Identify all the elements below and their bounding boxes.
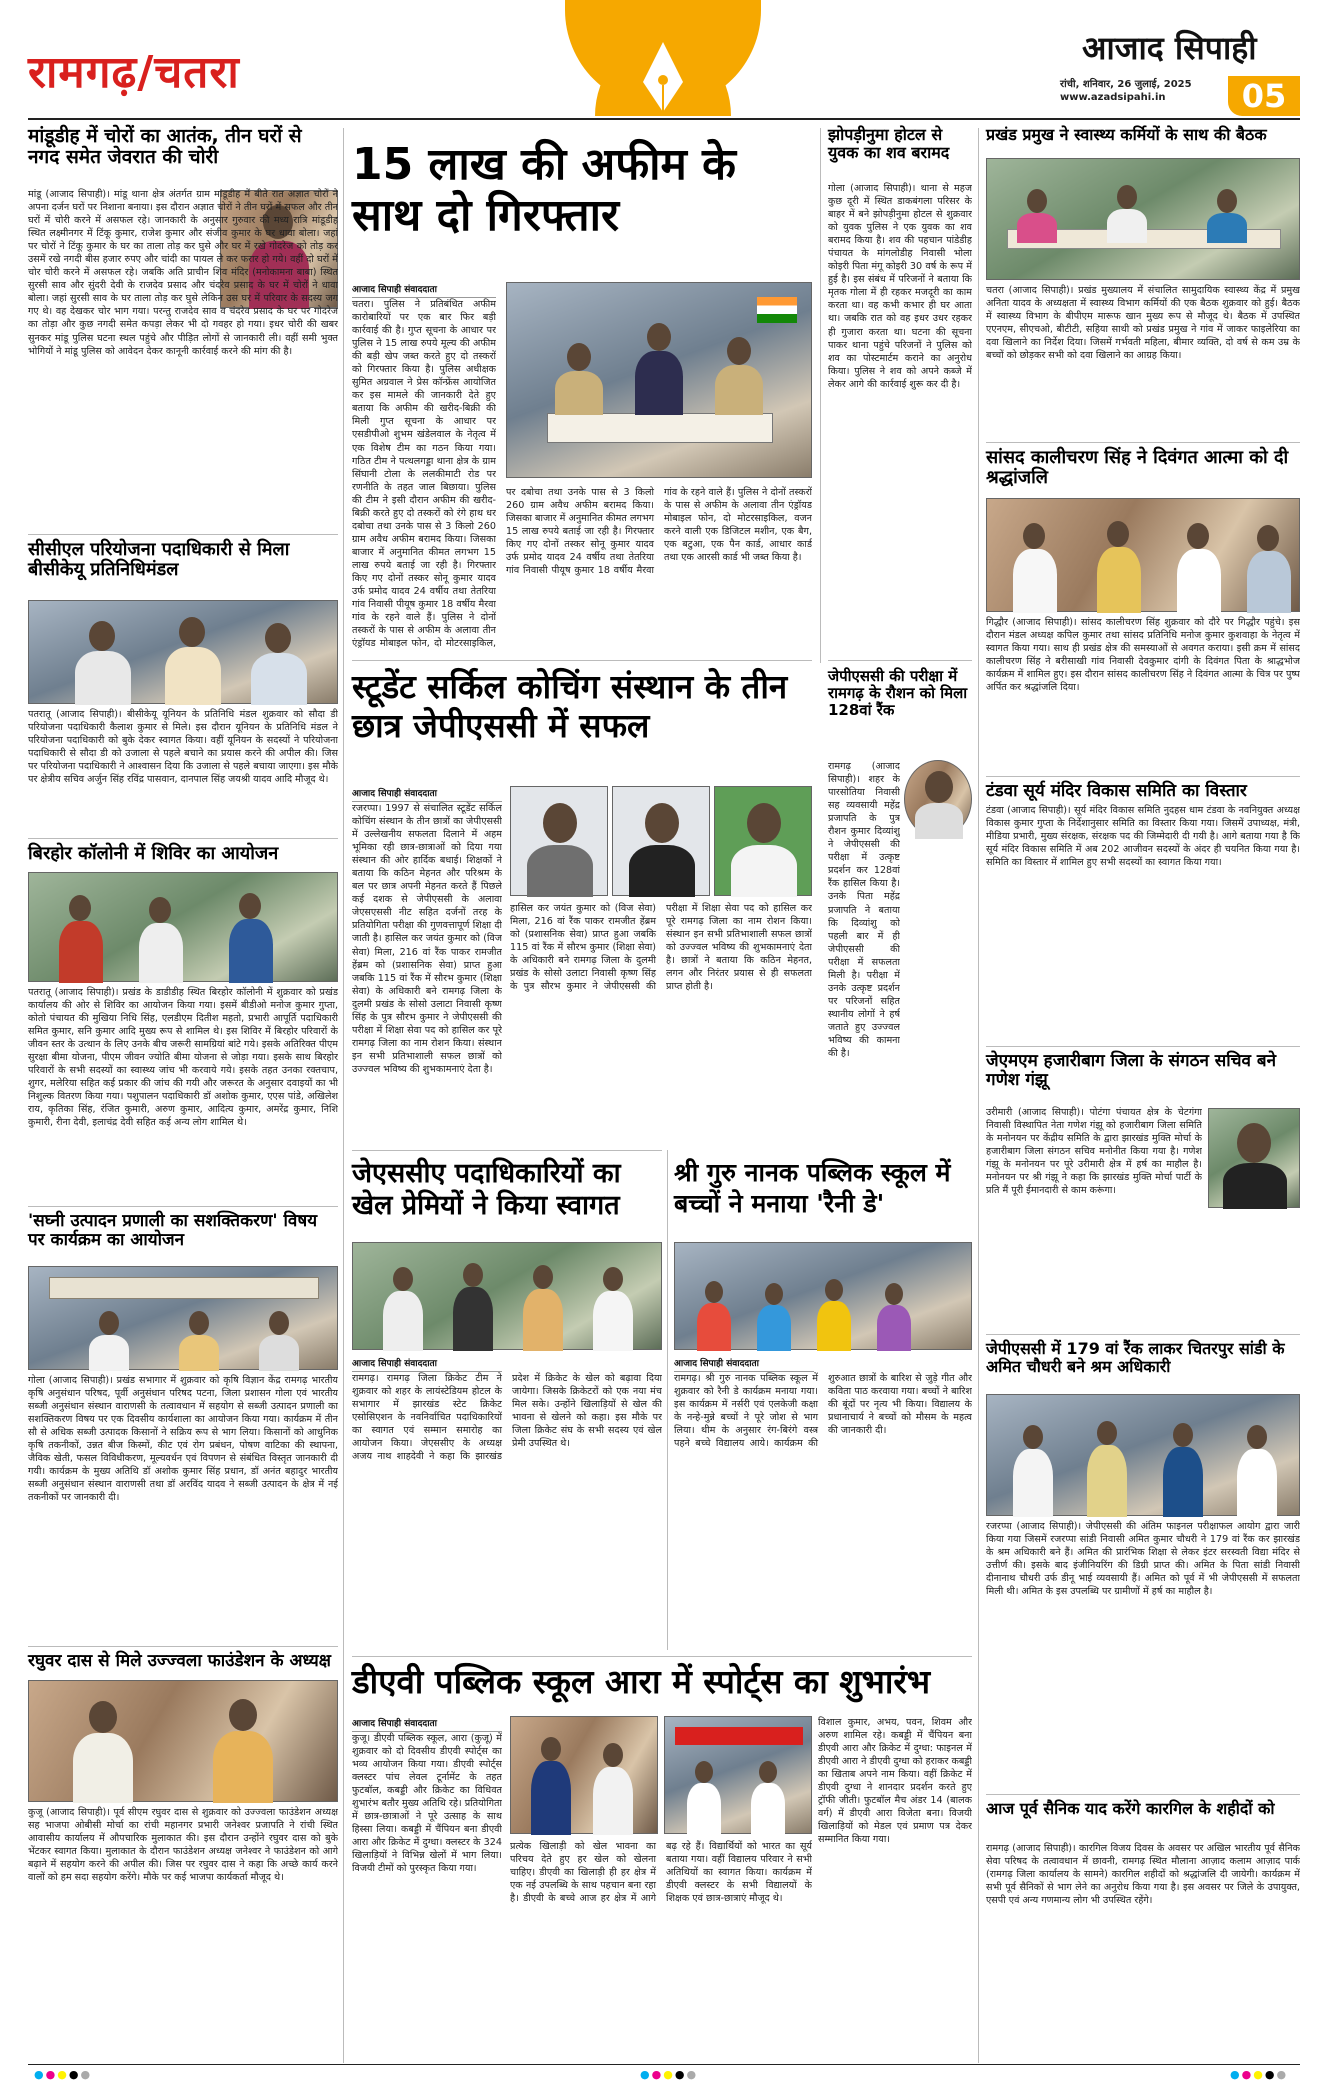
dav-photo-1 — [510, 1716, 658, 1834]
hut-body: गोला (आजाद सिपाही)। थाना से महज कुछ दूरी में स्थित डाकबंगला परिसर के बाहर में बने झोपड़ीनुमा होटल से शुक्रवार को युवक पुलिस ने एक युवक का शव बरामद किया है। शव की पहचान पांडेडीह पंचायत के मांगलोडीह निवासी भोला कोइरी पिता मंगू कोइरी 30 वर्ष के रूप में हुई है। इस संबंध में परिजनों ने बताया कि मृतक गोला में ही रहकर मजदूरी का काम करता था। वह कभी कभार ही घर आता था। जबकि रात को वह इधर उधर रहकर ही गुजारा करता था। घटना की सूचना पाकर थाना पहुंचे परिजनों ने पुलिस को शव का पोस्टमार्टम कराने का अनुरोध किया। पुलिस ने शव को अपने कब्जे में लेकर आगे की कार्रवाई शुरू कर दी है। — [828, 183, 972, 390]
coaching-body-continued: हासिल कर जयंत कुमार को (विज सेवा) मिला, 216 वां रैंक पाकर रामजीत हेंब्रम को (प्रशासनिक सेवा) प्राप्त हुआ जबकि 115 वां रैंक में सौरभ कुमार (शिक्षा सेवा) के अधिकारी बने रामगढ़ जिला के दुलमी प्रखंड के सोसो उलाटा निवासी कृष्ण सिंह के पुत्र सौरभ कुमार ने जेपीएससी की परीक्षा में शिक्षा सेवा पद को हासिल कर पूरे रामगढ़ जिला का नाम रोशन किया। संस्थान इन सभी प्रतिभाशाली सफल छात्रों को उज्ज्वल भविष्य की शुभकामनाएं देता है। छात्रों ने बताया कि कठिन मेहनत, लगन और निरंतर प्रयास से ही सफलता प्राप्त होती है। — [510, 903, 812, 993]
hut-headline: झोपड़ीनुमा होटल से युवक का शव बरामद — [828, 125, 950, 162]
section-title: रामगढ़/चतरा — [28, 47, 240, 98]
temple-body: टंडवा (आजाद सिपाही)। सूर्य मंदिर विकास समिति नुदहस धाम टंडवा के नवनियुक्त अध्यक्ष विकास कुमार गुप्ता के निर्देशानुसार समिति का विस्तार किया गया। जिसमें उपाध्यक्ष, मंत्री, मीडिया प्रभारी, मुख्य संरक्षक, संरक्षक पद की जिम्मेदारी दी गयी है। आगे बताया गया है कि सूर्य मंदिर विकास समिति में अब 202 आजीवन सदस्यों के अंदर ही चयनित किया गया है। समिति का विस्तार में शामिल हुए सभी सदस्यों का स्वागत किया गया। — [986, 805, 1300, 869]
theft-headline: मांडूडीह में चोरों का आतंक, तीन घरों से नगद समेत जेवरात की चोरी — [28, 125, 302, 169]
rainy-body: रामगढ़। श्री गुरु नानक पब्लिक स्कूल में शुक्रवार को रैनी डे कार्यक्रम मनाया गया। इस कार्यक्रम में नर्सरी एवं एलकेजी कक्षा के नन्हे-मुन्ने बच्चों ने पूरे जोश से भाग लिया। थीम के अनुसार रंग-बिरंगे वस्त्र पहने बच्चे विद्यालय आये। कार्यक्रम की शुरुआत छात्रों के बारिश से जुड़े गीत और कविता पाठ करवाया गया। बच्चों ने बारिश की बूंदों पर नृत्य भी किया। विद्यालय के प्रधानाचार्य ने बच्चों को मौसम के महत्व की जानकारी दी। — [674, 1373, 972, 1450]
kargil-headline: आज पूर्व सैनिक याद करेंगे कारगिल के शहीदों को — [986, 1799, 1275, 1818]
agri-headline: 'सघ्नी उत्पादन प्रणाली का सशक्तिकरण' विषय पर कार्यक्रम का आयोजन — [28, 1211, 318, 1251]
coaching-headline: स्टूडेंट सर्किल कोचिंग संस्थान के तीन छात्र जेपीएससी में सफल — [352, 667, 788, 745]
column-divider — [978, 128, 979, 2063]
health-body: चतरा (आजाद सिपाही)। प्रखंड मुख्यालय में संचालित सामुदायिक स्वास्थ्य केंद्र में प्रमुख अनिता यादव के अध्यक्षता में स्वास्थ्य विभाग कर्मियों की एक बैठक शुक्रवार को हुई। बैठक में स्वास्थ्य विभाग के बीपीएम मारूफ खान मुख्य रूप से मौजूद थे। बैठक में उपस्थित एएनएम, सीएचओ, बीटीटी, सहिया साथी को प्रखंड प्रमुख ने गांव में जाकर फाइलेरिया का दवा खिलाने का निर्देश दिया। जिसमें गर्भवती महिला, बीमार व्यक्ति, दो वर्ष से कम उम्र के बच्चों को छोड़कर सभी को दवा खिलाने का आग्रह किया। — [986, 285, 1300, 362]
jsca-headline: जेएससीए पदाधिकारियों का खेल प्रेमियों ने किया स्वागत — [352, 1158, 621, 1222]
raghuvar-photo — [28, 1680, 338, 1802]
jpsc128-headline: जेपीएससी की परीक्षा में रामगढ़ के रौशन को मिला 128वां रैंक — [828, 667, 968, 719]
rainy-byline: आजाद सिपाही संवाददाता — [674, 1356, 814, 1372]
dateline: रांची, शनिवार, 26 जुलाई, 2025 — [1060, 79, 1192, 90]
registration-marks-center: ●●●●● — [640, 2068, 699, 2081]
student-photo-3 — [714, 786, 812, 896]
birhor-photo — [28, 872, 338, 982]
column-divider — [820, 128, 821, 663]
raghuvar-headline: रघुवर दास से मिले उज्ज्वला फाउंडेशन के अध्यक्ष — [28, 1651, 331, 1671]
masthead — [0, 0, 1325, 118]
dav-results: विशाल कुमार, अभय, पवन, शिवम और अरुण शामिल रहे। कबड्डी में चैंपियन बना डीएवी आरा और क्रिकेट में दुग्धा: फाइनल में डीएवी आरा ने डीएवी दुग्धा को हराकर कबड्डी का खिताब अपने नाम किया। वहीं क्रिकेट में डीएवी दुग्धा ने शानदार प्रदर्शन करते हुए ट्रॉफी जीती। फुटबॉल मैच अंडर 14 (बालक वर्ग) में डीएवी आरा विजेता बना। विजयी खिलाड़ियों को मेडल एवं प्रमाण पत्र देकर सम्मानित किया गया। — [818, 1717, 972, 1846]
shram-body: रजरप्पा (आजाद सिपाही)। जेपीएससी की अंतिम फाइनल परीक्षाफल आयोग द्वारा जारी किया गया जिसमें रजरप्पा सांडी निवासी अमित कुमार चौधरी ने 179 वां रैंक कर झारखंड के श्रम अधिकारी बने हैं। अमित की प्रारंभिक शिक्षा से लेकर इंटर सरस्वती विद्या मंदिर से उत्तीर्ण की। इसके बाद इंजीनियरिंग की डिग्री प्राप्त की। अमित के पिता सांडी निवासी दीनानाथ चौधरी उर्फ डीनू भाई व्यवसायी हैं। अमित को पूर्व में भी जेपीएससी में सफलता मिली थी। अमित के इस उपलब्धि पर ग्रामीणों में हर्ष का माहौल है। — [986, 1521, 1300, 1598]
rainy-photo — [674, 1242, 972, 1350]
agri-body: गोला (आजाद सिपाही)। प्रखंड सभागार में शुक्रवार को कृषि विज्ञान केंद्र रामगढ़ भारतीय कृषि अनुसंधान परिषद, पूर्वी अनुसंधान परिषद पटना, जिला प्रशासन गोला एवं भारतीय सब्जी अनुसंधान संस्थान वाराणसी के तत्वावधान में सहयोग से सब्जी उत्पादन प्रणाली का सशक्तिकरण विषय पर एक दिवसीय कार्यशाला का आयोजन किया गया। कार्यक्रम में तीन सौ से अधिक सब्जी उत्पादक किसानों ने सक्रिय रूप से भाग लिया। किसानों को आधुनिक कृषि तकनीकों, उन्नत बीज किस्मों, कीट एवं रोग प्रबंधन, पोषण वाटिका की स्थापना, जैविक खेती, फसल विविधीकरण, मूल्यवर्धन एवं विपणन से संबंधित विस्तृत जानकारी दी गयी। कार्यक्रम के मुख्य अतिथि डॉ अशोक कुमार सिंह प्रधान, डॉ अनंत बहादुर भारतीय सब्जी अनुसंधान संस्थान वाराणसी तथा डॉ अरविंद यादव ने सब्जी उत्पादन के क्षेत्र में नई तकनीकों पर जानकारी दी। — [28, 1375, 338, 1504]
registration-marks-right: ●●●●● — [1230, 2068, 1289, 2081]
kargil-body: रामगढ़ (आजाद सिपाही)। कारगिल विजय दिवस के अवसर पर अखिल भारतीय पूर्व सैनिक सेवा परिषद के तत्वावधान में छावनी, रामगढ़ स्थित मौलाना आज़ाद कलाम आज़ाद पार्क (रामगढ़ जिला कार्यालय के सामने) कारगिल शहीदों को श्रद्धांजलि दी जायेगी। कार्यक्रम में सभी पूर्व सैनिकों से भाग लेने का अनुरोध किया गया है। इस अवसर पर जिले के उपायुक्त, एसपी एवं अन्य गणमान्य लोग भी उपस्थित रहेंगे। — [986, 1843, 1300, 1907]
rainy-headline: श्री गुरु नानक पब्लिक स्कूल में बच्चों ने मनाया 'रैनी डे' — [674, 1158, 951, 1218]
jpsc128-body: रामगढ़ (आजाद सिपाही)। शहर के पारसोतिया निवासी सह व्यवसायी महेंद्र प्रजापति के पुत्र रौशन कुमार दिव्यांशु ने जेपीएससी की परीक्षा में उत्कृष्ट प्रदर्शन कर 128वां रैंक हासिल किया है। उनके पिता महेंद्र प्रजापति ने बताया कि दिव्यांशु को पहली बार में ही जेपीएससी की परीक्षा में सफलता मिली है। परीक्षा में उनके उत्कृष्ट प्रदर्शन पर परिजनों सहित स्थानीय लोगों ने हर्ष जताते हुए उज्ज्वल भविष्य की कामना की है। — [828, 761, 900, 1060]
student-photo-2 — [612, 786, 710, 896]
opium-body-part2: पर दबोचा तथा उनके पास से 3 किलो 260 ग्राम अवैध अफीम बरामद किया। जिसका बाजार में अनुमानित कीमत लगभग 15 लाख रुपये बताई जा रही है। गिरफ्तार किए गए दोनों तस्कर सोनू कुमार यादव उर्फ प्रमोद यादव 24 वर्षीय तथा तेतरिया गांव निवासी पीयूष कुमार 18 वर्षीय मैरवा गांव के रहने वाले हैं। पुलिस ने दोनों तस्करों के पास से अफीम के अलावा तीन एंड्रॉयड मोबाइल फोन, दो मोटरसाइकिल, वजन करने वाली एक डिजिटल मशीन, एक बैग, एक बटुआ, एक पैन कार्ड, आधार कार्ड तथा एक आरसी कार्ड भी जब्त किया है। — [506, 487, 812, 577]
opium-press-photo — [506, 282, 812, 478]
website: www.azadsipahi.in — [1060, 92, 1166, 103]
pen-nib-emblem-icon — [565, 0, 761, 116]
jsca-photo — [352, 1242, 662, 1350]
dav-photo-2 — [664, 1716, 812, 1834]
coaching-byline: आजाद सिपाही संवाददाता — [352, 786, 502, 802]
dav-headline: डीएवी पब्लिक स्कूल आरा में स्पोर्ट्स का शुभारंभ — [352, 1662, 931, 1701]
ccl-headline: सीसीएल परियोजना पदाधिकारी से मिला बीसीकेयू प्रतिनिधिमंडल — [28, 539, 290, 581]
shram-headline: जेपीएससी में 179 वां रैंक लाकर चितरपुर सांडी के अमित चौधरी बने श्रम अधिकारी — [986, 1339, 1285, 1376]
theft-body: मांडू (आजाद सिपाही)। मांडू थाना क्षेत्र अंतर्गत ग्राम मांडूडीह में बीते रात अज्ञात चोरों ने अपना दर्जन घरों पर निशाना बनाया। इस दौरान अज्ञात चोरों ने तीन घरों में सफल और तीन घरों में चोरी करने में असफल रहे। जानकारी के अनुसार गुरुवार की मध्य रात्रि मांडूडीह स्थित लक्ष्मीनगर में टिंकू कुमार, राजेश कुमार और संजीव कुमार के घर धावा बोला। जहां पर चोरों ने टिंकू कुमार के घर का ताला तोड़ कर घुसे और घर में रखे गोदरेज को तोड़ कर उसमें रखे नगदी बीस हजार रुपए और चांदी का पायल ले कर फरार हो गये। वहीं दो घरों में चोर चोरी करने में असफल रहे। जबकि अति प्राचीन शिव मंदिर (मनोकामना बाबा) स्थित सुरसी साव और सुंदरी देवी के राजदेव प्रसाद और चंदरेव प्रसाद के घर में चोरों ने धावा बोला। जहां सुरसी साव के घर ताला तोड़ कर घुसे लेकिन उस घर में परिवार के सदस्य जग गए थे। वह देखकर चोर भाग गया। परन्तु राजदेव साव व चंदरेव प्रसाद के घर पर गोदरेज का तोड़ा और कुछ नगदी समेत कपड़ा लेकर भी दो गवहर हो गया। इधर चोरी की खबर सुनकर मांडू पुलिस घटना स्थल पहुंचे और पीड़ित लोगों से जानकारी ली। वहीं समी भुक्त भोगियों ने मांडू पुलिस को आवेदन देकर कानूनी कार्रवाई करने की मांग की है। — [28, 189, 338, 357]
opium-body-part1: चतरा। पुलिस ने प्रतिबंधित अफीम कारोबारियों पर एक बार फिर बड़ी कार्रवाई की है। गुप्त सूचना के आधार पर पुलिस ने 15 लाख रुपये मूल्य की अफीम की बड़ी खेप जब्त करते हुए दो तस्करों को गिरफ्तार किया है। पुलिस अधीक्षक सुमित अग्रवाल ने प्रेस कॉन्फ्रेंस आयोजित कर इस मामले की जानकारी देते हुए बताया कि अफीम की खरीद-बिक्री की मिली गुप्त सूचना के आधार पर एसडीपीओ शुभम खंडेलवाल के नेतृत्व में एक विशेष टीम का गठन किया गया। गठित टीम ने पत्थलगड्डा थाना क्षेत्र के ग्राम सिंघानी टोला के ललकीमाटी रोड पर रणनीति के तहत जाल बिछाया। पुलिस की टीम ने इसी दौरान अफीम की खरीद-बिक्री करते हुए दो तस्करों को रंगे हाथ धर दबोचा तथा उनके पास से 3 किलो 260 ग्राम अवैध अफीम बरामद किया। जिसका बाजार में अनुमानित कीमत लगभग 15 लाख रुपये बताई जा रही है। गिरफ्तार किए गए दोनों तस्कर सोनू कुमार यादव उर्फ प्रमोद यादव 24 वर्षीय तथा तेतरिया गांव निवासी पीयूष कुमार 18 वर्षीय मैरवा गांव के रहने वाले हैं। पुलिस ने दोनों तस्करों के पास से अफीम के अलावा तीन एंड्रॉयड मोबाइल फोन, दो मोटरसाइकिल, — [352, 299, 496, 650]
ganesh-photo — [1208, 1108, 1300, 1208]
jsca-body: रामगढ़। रामगढ़ जिला क्रिकेट टीम ने शुक्रवार को शहर के लायंस्टेडियम होटल के सभागार में झारखंड स्टेट क्रिकेट एसोसिएशन के नवनिर्वाचित पदाधिकारियों का स्वागत एवं सम्मान समारोह का आयोजन किया। जेएससीए के अध्यक्ष अजय नाथ शाहदेवी ने कहा कि झारखंड प्रदेश में क्रिकेट के खेल को बढ़ावा दिया जायेगा। जिसके क्रिकेटरों को एक नया मंच मिल सके। उन्होंने खिलाड़ियों से खेल की भावना से खेलने को कहा। इस मौके पर जिला क्रिकेट संघ के सभी सदस्य एवं खेल प्रेमी उपस्थित थे। — [352, 1373, 662, 1463]
dav-body: कुजू। डीएवी पब्लिक स्कूल, आरा (कुजू) में शुक्रवार को दो दिवसीय डीएवी स्पोर्ट्स का भव्य आयोजन किया गया। डीएवी स्पोर्ट्स क्लस्टर पांच लेवल टूर्नामेंट के तहत फुटबॉल, कबड्डी और क्रिकेट का विधिवत शुभारंभ बतौर मुख्य अतिथि रहे। प्रतियोगिता में छात्र-छात्राओं ने पूरे उत्साह के साथ हिस्सा लिया। कबड्डी में चैंपियन बना डीएवी आरा और क्रिकेट में दुग्धा। क्लस्टर के 324 खिलाड़ियों ने विभिन्न खेलों में भाग लिया। विजयी टीमों को पुरस्कृत किया गया। — [352, 1733, 502, 1875]
health-photo — [986, 158, 1300, 280]
ccl-body: पतरातू (आजाद सिपाही)। बीसीकेयू यूनियन के प्रतिनिधि मंडल शुक्रवार को सौदा डी परियोजना पदाधिकारी कैलाश कुमार से मिले। इस दौरान यूनियन के प्रतिनिधि मंडल ने परियोजना पदाधिकारी को बुके देकर स्वागत किया। वहीं यूनियन के सदस्यों ने परियोजना पदाधिकारी से सौदा डी को उजाला से पहले बचाने का प्रयास करने की अपील की। जिस पर परियोजना पदाधिकारी ने आश्वासन दिया कि उजाला से पहले बचाया जाएगा। इस मौके पर क्षेत्रीय सचिव अर्जुन सिंह रविंद्र पासवान, दानपाल सिंह जयश्री यादव आदि मौजूद थे। — [28, 709, 338, 786]
health-headline: प्रखंड प्रमुख ने स्वास्थ्य कर्मियों के साथ की बैठक — [986, 125, 1267, 144]
dav-body-continued: प्रत्येक खिलाड़ी को खेल भावना का परिचय देते हुए हर खेल को खेलना चाहिए। डीएवी का खिलाड़ी ही हर क्षेत्र में एक नई उपलब्धि के साथ पहचान बना रहा है। डीएवी के बच्चे आज हर क्षेत्र में आगे बढ़ रहे हैं। विद्यार्थियों को भारत का सूर्य बताया गया। वहीं विद्यालय परिवार ने सभी अतिथियों का स्वागत किया। कार्यक्रम में डीएवी क्लस्टर के सभी विद्यालयों के शिक्षक एवं छात्र-छात्राएं मौजूद थे। — [510, 1841, 812, 1905]
birhor-body: पतरातू (आजाद सिपाही)। प्रखंड के डाडीडीह स्थित बिरहोर कॉलोनी में शुक्रवार को प्रखंड कार्यालय की ओर से शिविर का आयोजन किया गया। इसमें बीडीओ मनोज कुमार गुप्ता, कोतो पंचायत की मुखिया निधि सिंह, एलडीएम दितीश महतो, प्रभारी आपूर्ति पदाधिकारी समित कुमार, सनि कुमार आदि मुख्य रूप से शामिल थे। इस शिविर में बिरहोर परिवारों के जीवन स्तर के उत्थान के लिए उनके बीच जरूरी सामग्रियां बांटे गये। इसके अतिरिक्त पीएम सुरक्षा बीमा योजना, पीएम जीवन ज्योति बीमा योजना से जोड़ा गया। इसके साथ बिरहोर परिवारों के सभी सदस्यों का स्वास्थ्य जांच भी करवाये गये। इसके तहत उनका रक्तचाप, शुगर, मलेरिया सहित कई प्रकार की जांच की गयी और जरूरत के अनुसार दवाइयों का भी निशुल्क वितरण किया गया। पशुपालन पदाधिकारी डॉ अशोक कुमार, एएस पांडे, अखिलेश राय, कृतिका सिंह, रंजित कुमारी, अरुण कुमार, आदित्य कुमार, अमरेंद्र कुमार, निशि कुमारी, रीना देवी, इलाचंद्र देवी सहित कई अन्य लोग शामिल थे। — [28, 987, 338, 1129]
page-number: 05 — [1228, 76, 1300, 116]
dav-byline: आजाद सिपाही संवाददाता — [352, 1716, 502, 1732]
raghuvar-body: कुजू (आजाद सिपाही)। पूर्व सीएम रघुवर दास से शुक्रवार को उज्ज्वला फाउंडेशन अध्यक्ष सह भाजपा ओबीसी मोर्चा का रांची महानगर प्रभारी जनेश्वर प्रजापति ने रांची स्थित आवासीय कार्यालय में औपचारिक मुलाकात की। इस दौरान उन्होंने रघुवर दास को बुके भेंटकर स्वागत किया। मुलाकात के दौरान फाउंडेशन अध्यक्ष जनेश्वर ने फाउंडेशन को आगे बढ़ाने में सहयोग करने की अपील की। जिस पर रघुवर दास ने कहा कि अच्छे कार्य करने वालों को हम सदा सहयोग करेंगे। मौके पर कई भाजपा कार्यकर्ता मौजूद थे। — [28, 1807, 338, 1884]
ganesh-headline: जेएमएम हजारीबाग जिला के संगठन सचिव बने गणेश गंझू — [986, 1051, 1277, 1091]
temple-headline: टंडवा सूर्य मंदिर विकास समिति का विस्तार — [986, 781, 1247, 801]
coaching-body: रजरप्पा। 1997 से संचालित स्टूडेंट सर्किल कोचिंग संस्थान के तीन छात्रों का जेपीएससी में उल्लेखनीय सफलता दिलाने में अहम भूमिका रही छात्र-छात्राओं को दिया गया संस्थान की ओर हार्दिक बधाई। शिक्षकों ने बताया कि कठिन मेहनत और परिश्रम के बल पर छात्र अपनी मेहनत करते हैं पिछले कई दशक से जेपीएससी के अलावा जेएसएससी नीट सहित दर्जनों तरह के प्रतियोगिता परीक्षा की गुणवत्तापूर्ण शिक्षा दी जाती है। हासिल कर जयंत कुमार को (विज सेवा) मिला, 216 वां रैंक पाकर रामजीत हेंब्रम को (प्रशासनिक सेवा) प्राप्त हुआ जबकि 115 वां रैंक में सौरभ कुमार (शिक्षा सेवा) के अधिकारी बने रामगढ़ जिला के दुलमी प्रखंड के सोसो उलाटा निवासी कृष्ण सिंह के पुत्र सौरभ कुमार ने जेपीएससी की परीक्षा में शिक्षा सेवा पद को हासिल कर पूरे रामगढ़ जिला का नाम रोशन किया। संस्थान इन सभी प्रतिभाशाली सफल छात्रों को उज्ज्वल भविष्य की शुभकामनाएं देता है। — [352, 803, 502, 1075]
tribute-headline: सांसद कालीचरण सिंह ने दिवंगत आत्मा को दी श्रद्धांजलि — [986, 447, 1289, 489]
jsca-byline: आजाद सिपाही संवाददाता — [352, 1356, 502, 1372]
student-photo-1 — [510, 786, 608, 896]
column-divider — [343, 128, 344, 2063]
birhor-headline: बिरहोर कॉलोनी में शिविर का आयोजन — [28, 843, 279, 864]
masthead-rule — [28, 118, 1300, 120]
tribute-photo — [986, 498, 1300, 612]
footer-rule — [28, 2064, 1300, 2065]
paper-name: आजाद सिपाही — [1082, 29, 1257, 67]
roshan-photo — [904, 760, 972, 838]
shram-photo — [986, 1394, 1300, 1516]
registration-marks-left: ●●●●● — [34, 2068, 93, 2081]
tribute-body: गिद्धौर (आजाद सिपाही)। सांसद कालीचरण सिंह शुक्रवार को दौरे पर गिद्धौर पहुंचे। इस दौरान मंडल अध्यक्ष कपिल कुमार तथा सांसद प्रतिनिधि मनोज कुमार कुशवाहा के नेतृत्व में स्वागत किया गया। साथ ही प्रखंड क्षेत्र की समस्याओं से अवगत कराया। इसी क्रम में सांसद कालीचरण सिंह ने बरीसाखी गांव निवासी देवकुमार दांगी के दिवंगत पिता के श्राद्धभोज कार्यक्रम में शामिल हुए। इस दौरान सांसद कालीचरण सिंह ने दिवंगत आत्मा के चित्र पर पुष्प अर्पित कर श्रद्धांजलि दिया। — [986, 617, 1300, 694]
opium-byline: आजाद सिपाही संवाददाता — [352, 282, 496, 298]
ccl-photo — [28, 600, 338, 704]
agri-photo — [28, 1266, 338, 1370]
opium-headline: 15 लाख की अफीम के साथ दो गिरफ्तार — [352, 139, 736, 241]
ganesh-body: उरीमारी (आजाद सिपाही)। पोटंगा पंचायत क्षेत्र के चेटगंगा निवासी विस्थापित नेता गणेश गंझू को हजारीबाग जिला समिति के मनोनयन पर केंद्रीय समिति के द्वारा झारखंड मुक्ति मोर्चा के हजारीबाग जिला संगठन सचिव मनोनीत किया गया है। गणेश गंझू के मनोनयन पर पूरे उरीमारी क्षेत्र में हर्ष का माहौल है। मनोनयन पर श्री गंझू ने कहा कि झारखंड मुक्ति मोर्चा पार्टी के प्रति मैं पूरी ईमानदारी से काम करूंगा। — [986, 1107, 1202, 1197]
